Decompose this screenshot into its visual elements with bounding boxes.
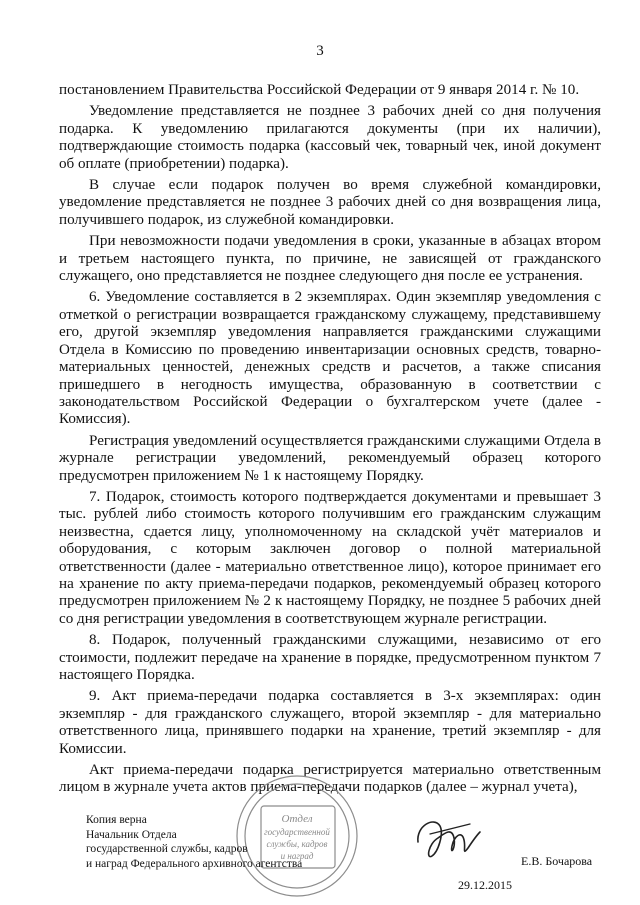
paragraph-3: При невозможности подачи уведомления в сроки, указанные в абзацах втором и третьем настоящего пункта, по причине, не зависящей от гражданского служащего, оно представляется не позднее следующего дня после ее устранения. bbox=[59, 233, 601, 285]
paragraph-6: 7. Подарок, стоимость которого подтверждается документами и превышает 3 тыс. рублей либо стоимость которого получившим его гражданским служащим неизвестна, сдается лицу, уполномоченному на складской учёт материалов и оборудования, с которым заключен договор о полной материальной ответственности (далее - материально ответственное лицо), которое принимает его на хранение по акту приема-передачи подарков, рекомендуемый образец которого предусмотрен приложением № 2 к настоящему Порядку, не позднее 5 рабочих дней со дня регистрации уведомления в соответствующем журнале регистрации. bbox=[59, 488, 601, 627]
stamp-line-1: Отдел bbox=[281, 813, 313, 825]
position-line-1: Начальник Отдела bbox=[86, 828, 177, 841]
certification-block bbox=[86, 813, 302, 871]
paragraph-0: постановлением Правительства Российской Федерации от 9 января 2014 г. № 10. bbox=[59, 82, 580, 98]
position-line-3: и наград Федерального архивного агентства bbox=[86, 857, 303, 870]
stamp-line-4: и наград bbox=[280, 851, 314, 861]
document-body bbox=[59, 82, 601, 801]
signature-icon bbox=[412, 812, 482, 864]
stamp-line-2: государственной bbox=[264, 827, 330, 837]
paragraph-2: В случае если подарок получен во время служебной командировки, уведомление представляется не позднее 3 рабочих дней со дня возвращения лица, получившего подарок, из служебной командировки. bbox=[59, 177, 601, 228]
paragraph-7: 8. Подарок, полученный гражданскими служащими, независимо от его стоимости, подлежит передаче на хранение в порядке, предусмотренном пунктом 7 настоящего Порядка. bbox=[59, 632, 601, 683]
paragraph-9: Акт приема-передачи подарка регистрируется материально ответственным лицом в журнале учета актов приема-передачи подарков (далее – журнал учета), bbox=[59, 762, 601, 796]
paragraph-5: Регистрация уведомлений осуществляется гражданскими служащими Отдела в журнале регистрации уведомлений, рекомендуемый образец которого предусмотрен приложением № 1 к настоящему Порядку. bbox=[59, 432, 601, 484]
copy-note: Копия верна bbox=[86, 814, 147, 826]
page-number: 3 bbox=[316, 43, 324, 59]
signature-date: 29.12.2015 bbox=[458, 878, 512, 892]
position-line-2: государственной службы, кадров bbox=[86, 843, 248, 855]
paragraph-1: Уведомление представляется не позднее 3 рабочих дней со дня получения подарка. К уведомлению прилагаются документы (при их наличии), подтверждающие стоимость подарка (кассовый чек, товарный чек, иной документ об оплате (приобретении) подарка). bbox=[59, 103, 601, 172]
signer-name: Е.В. Бочарова bbox=[521, 854, 593, 868]
stamp-line-3: службы, кадров bbox=[266, 839, 328, 849]
paragraph-8: 9. Акт приема-передачи подарка составляется в 3-х экземплярах: один экземпляр - для гражданского служащего, второй экземпляр - для материально ответственного лица, принявшего подарки на хранение, третий экземпляр - для Комиссии. bbox=[59, 688, 601, 757]
paragraph-4: 6. Уведомление составляется в 2 экземплярах. Один экземпляр уведомления с отметкой о регистрации возвращается гражданскому служащему, представившему его, другой экземпляр уведомления направляется гражданскими служащими Отдела в Комиссию по проведению инвентаризации основных средств, товарно-материальных ценностей, денежных средств и расчетов, а также списания пришедшего в негодность имущества, образованную в соответствии с законодательством Российской Федерации о бухгалтерском учете (далее - Комиссия). bbox=[59, 289, 601, 428]
